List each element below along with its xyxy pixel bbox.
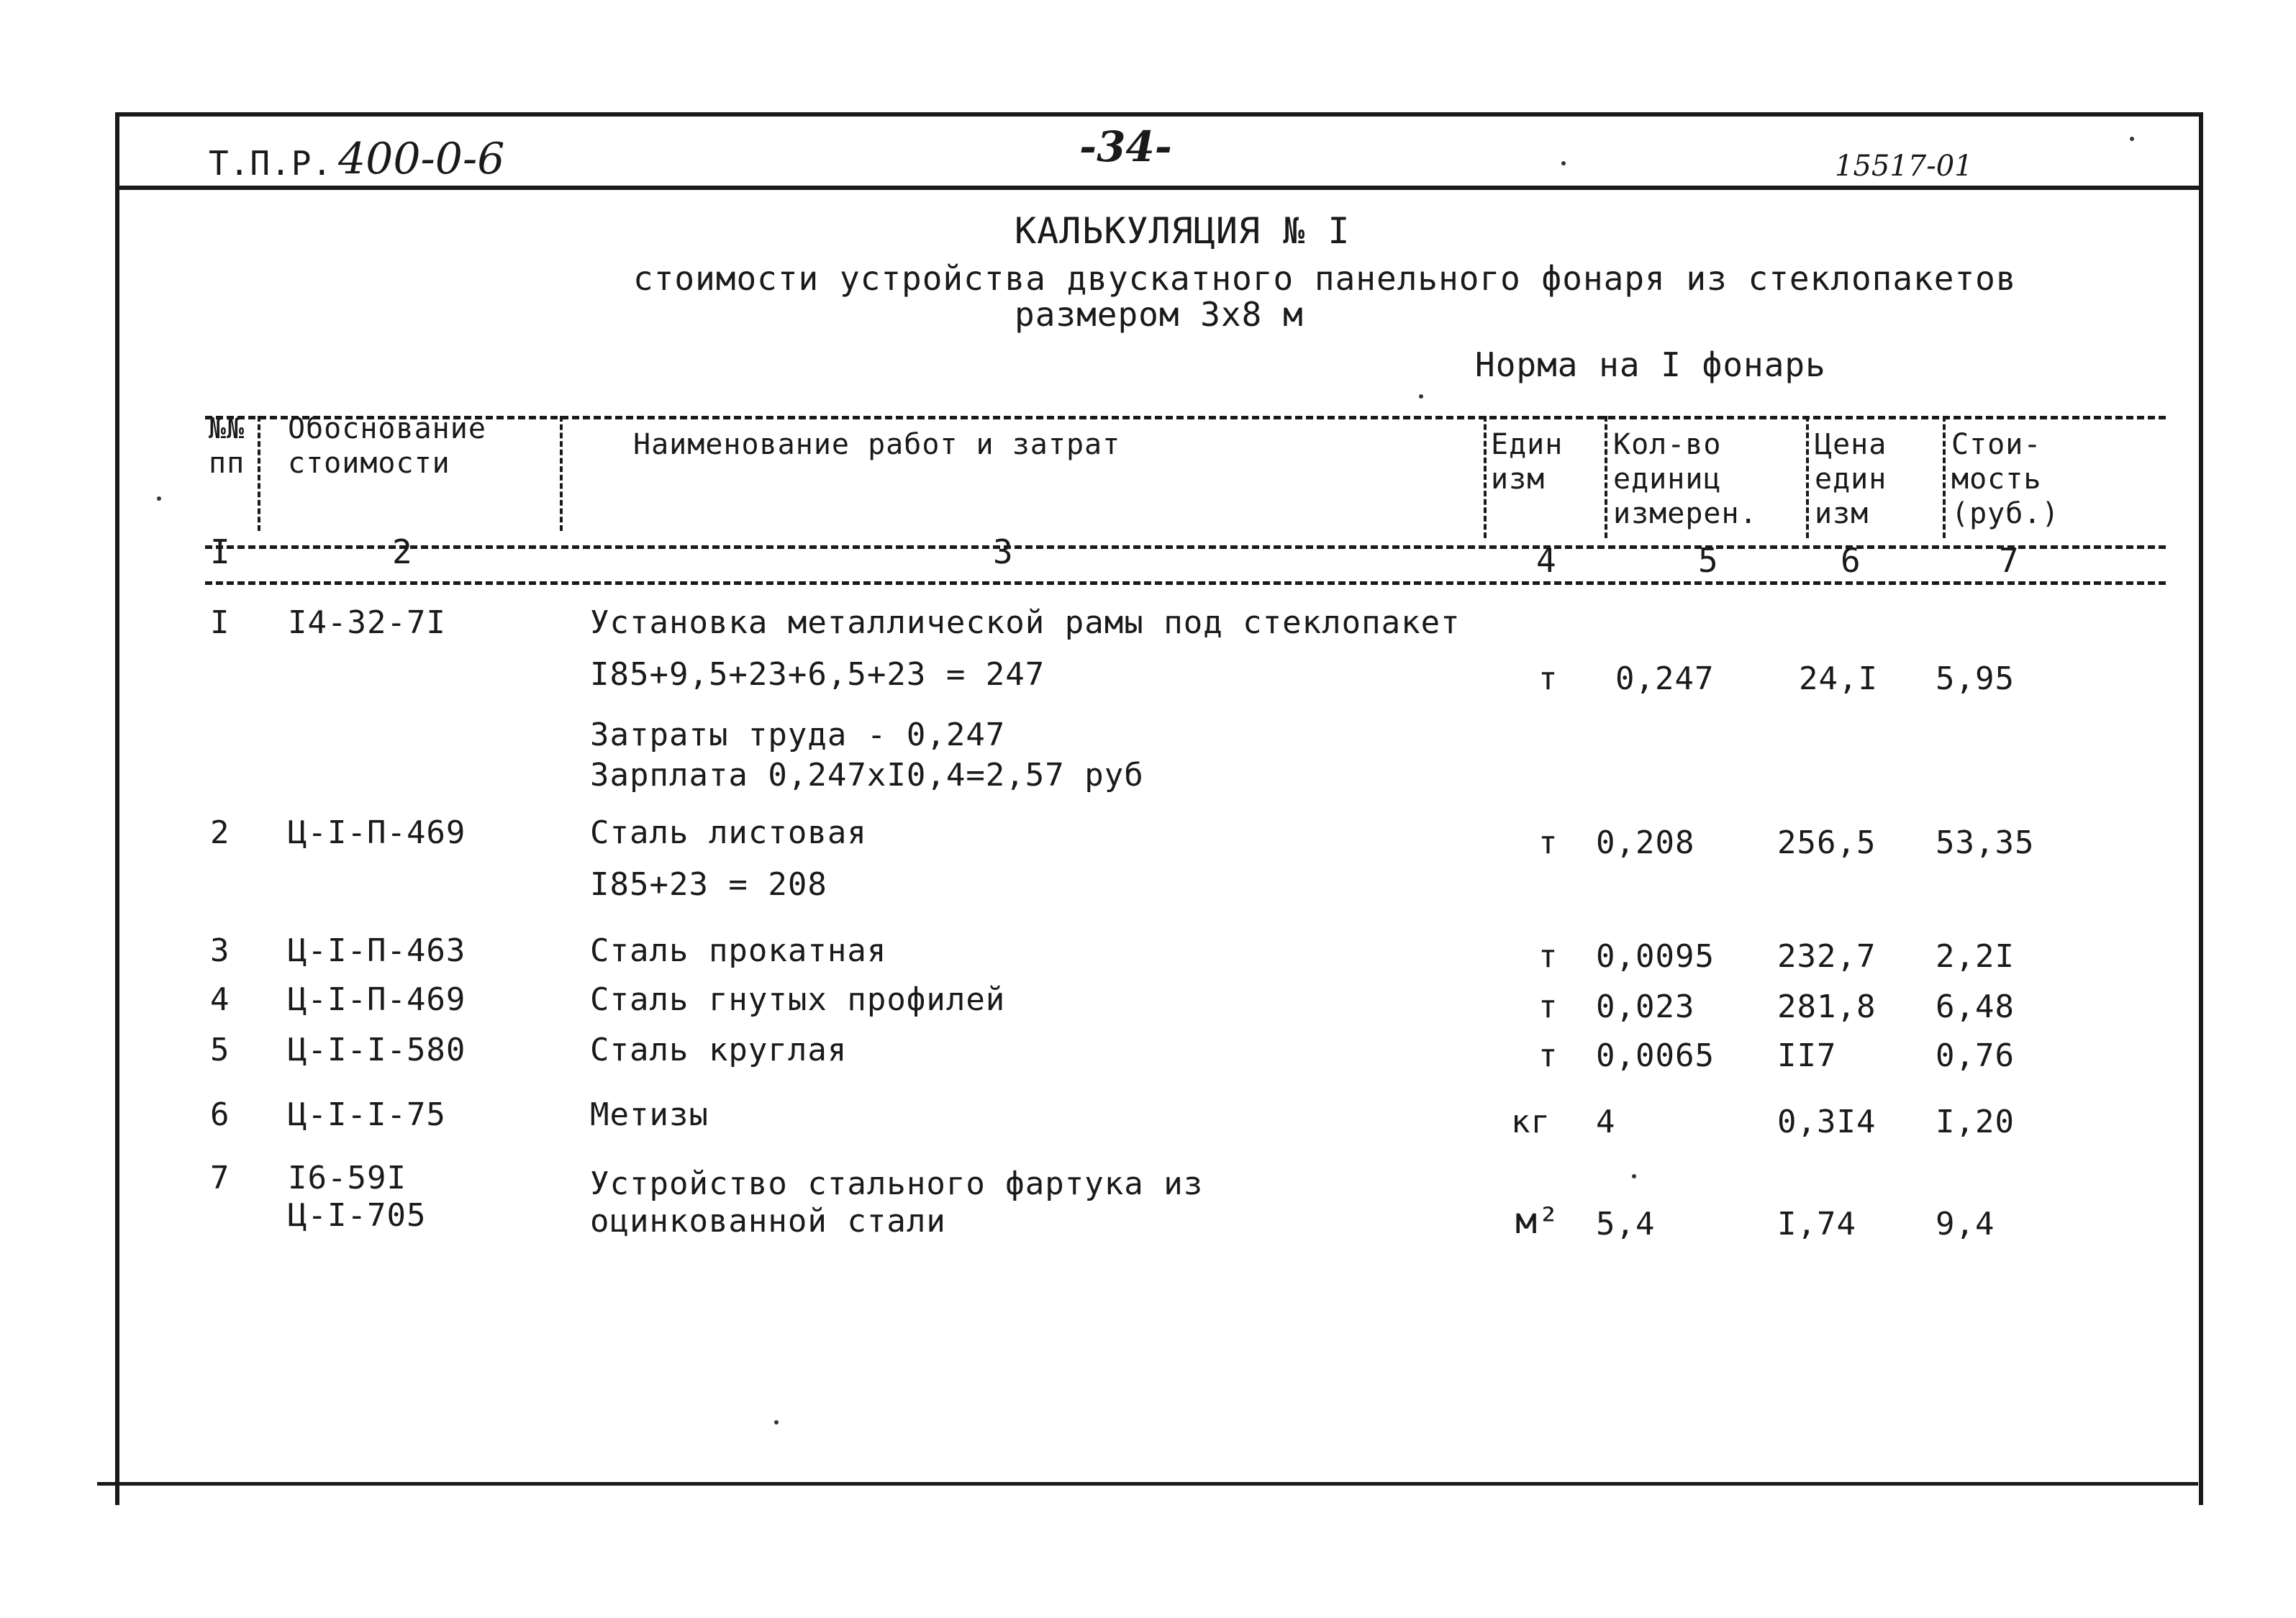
col-number-2: 2: [392, 532, 413, 571]
calc-subtitle-1: стоимости устройства двускатного панельного фонаря из стеклопакетов: [633, 259, 2017, 298]
row5-cost: 0,76: [1936, 1037, 2015, 1074]
col-divider-5: [1806, 416, 1809, 538]
row1-basis: I4-32-7I: [288, 604, 446, 641]
row2-price: 256,5: [1777, 824, 1877, 861]
row7-basis-2: Ц-I-705: [288, 1197, 427, 1234]
row7-price: I,74: [1777, 1206, 1856, 1242]
row5-qty: 0,0065: [1596, 1037, 1715, 1074]
row5-num: 5: [210, 1032, 230, 1068]
row1-name: Установка металлической рамы под стеклопакет: [590, 604, 1461, 641]
row7-num: 7: [210, 1160, 230, 1196]
row3-qty: 0,0095: [1596, 938, 1715, 975]
header-name: Наименование работ и затрат: [633, 428, 1121, 461]
header-top-rule: [205, 416, 2166, 419]
col-divider-3: [1484, 416, 1487, 538]
col-number-7: 7: [1999, 541, 2020, 580]
col-divider-4: [1605, 416, 1607, 538]
row2-basis: Ц-I-П-469: [288, 814, 466, 851]
row6-qty: 4: [1596, 1104, 1616, 1140]
row2-num: 2: [210, 814, 230, 851]
scan-speck: [1561, 161, 1566, 165]
col-number-6: 6: [1841, 541, 1861, 580]
col-number-3: 3: [993, 532, 1014, 571]
col-number-5: 5: [1698, 541, 1719, 580]
doc-code-prefix: Т.П.Р.: [209, 144, 333, 183]
frame-bottom-rule: [97, 1482, 2198, 1486]
row2-formula: I85+23 = 208: [590, 866, 827, 903]
row3-cost: 2,2I: [1936, 938, 2015, 975]
row1-labor: Затраты труда - 0,247: [590, 717, 1006, 753]
col-number-1: I: [210, 532, 231, 571]
row2-cost: 53,35: [1936, 824, 2035, 861]
row2-name: Сталь листовая: [590, 814, 867, 851]
row7-basis: I6-59I: [288, 1160, 407, 1196]
row4-unit: т: [1538, 988, 1558, 1025]
row7-unit: м²: [1515, 1200, 1561, 1242]
header-mid-rule: [205, 545, 2166, 549]
col-divider-2: [560, 416, 563, 531]
row5-price: II7: [1777, 1037, 1837, 1074]
row1-qty: 0,247: [1615, 660, 1715, 697]
row1-num: I: [210, 604, 230, 641]
row1-cost: 5,95: [1936, 660, 2015, 697]
row3-price: 232,7: [1777, 938, 1877, 975]
header-basis: Обоснование стоимости: [288, 412, 486, 480]
row2-qty: 0,208: [1596, 824, 1695, 861]
doc-code-number: 400-0-6: [338, 134, 505, 184]
row4-name: Сталь гнутых профилей: [590, 981, 1006, 1018]
row5-basis: Ц-I-I-580: [288, 1032, 466, 1068]
row6-basis: Ц-I-I-75: [288, 1096, 446, 1133]
row4-qty: 0,023: [1596, 988, 1695, 1025]
header-rule: [115, 186, 2203, 190]
scan-speck: [2130, 137, 2134, 141]
row3-num: 3: [210, 932, 230, 969]
doc-id: 15517-01: [1835, 150, 1973, 183]
header-unit: Един изм: [1491, 428, 1564, 496]
row4-price: 281,8: [1777, 988, 1877, 1025]
calc-title: КАЛЬКУЛЯЦИЯ № I: [1015, 210, 1351, 252]
row6-price: 0,3I4: [1777, 1104, 1877, 1140]
header-qty: Кол-во единиц измерен.: [1613, 428, 1758, 530]
row6-unit: кг: [1511, 1104, 1551, 1140]
row4-cost: 6,48: [1936, 988, 2015, 1025]
row7-cost: 9,4: [1936, 1206, 1995, 1242]
row2-unit: т: [1538, 824, 1558, 861]
row1-formula: I85+9,5+23+6,5+23 = 247: [590, 656, 1045, 693]
scan-speck: [774, 1420, 779, 1424]
row4-num: 4: [210, 981, 230, 1018]
row3-unit: т: [1538, 938, 1558, 975]
row6-cost: I,20: [1936, 1104, 2015, 1140]
header-bottom-rule: [205, 581, 2166, 585]
row5-name: Сталь круглая: [590, 1032, 848, 1068]
row4-basis: Ц-I-П-469: [288, 981, 466, 1018]
row3-basis: Ц-I-П-463: [288, 932, 466, 969]
header-cost: Стои- мость (руб.): [1951, 428, 2060, 530]
row6-num: 6: [210, 1096, 230, 1133]
row1-wage: Зарплата 0,247хI0,4=2,57 руб: [590, 757, 1144, 794]
row7-name-2: оцинкованной стали: [590, 1203, 946, 1240]
calc-subtitle-2: размером 3х8 м: [1015, 295, 1304, 334]
row1-unit: т: [1538, 660, 1558, 697]
col-divider-1: [258, 416, 260, 531]
page-number: -34-: [1079, 122, 1172, 171]
col-divider-6: [1943, 416, 1946, 538]
scan-speck: [1419, 394, 1423, 399]
header-price: Цена един изм: [1815, 428, 1887, 530]
scan-speck: [157, 496, 161, 501]
row6-name: Метизы: [590, 1096, 709, 1133]
row3-name: Сталь прокатная: [590, 932, 887, 969]
header-num: №№ пп: [209, 412, 245, 480]
row1-price: 24,I: [1799, 660, 1878, 697]
scan-speck: [1632, 1174, 1636, 1178]
row5-unit: т: [1538, 1037, 1558, 1074]
row7-name: Устройство стального фартука из: [590, 1165, 1204, 1202]
col-number-4: 4: [1536, 541, 1557, 580]
row7-qty: 5,4: [1596, 1206, 1656, 1242]
norm-label: Норма на I фонарь: [1475, 345, 1826, 384]
